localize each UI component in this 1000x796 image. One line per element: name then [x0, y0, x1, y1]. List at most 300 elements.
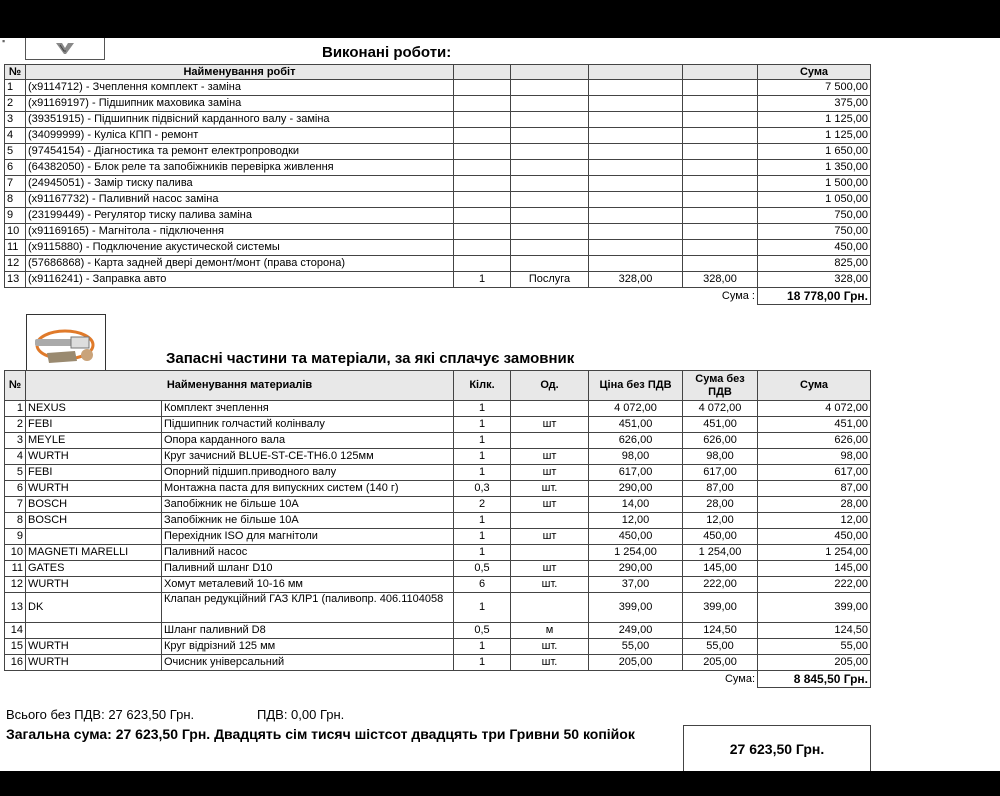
qty-cell: 1	[454, 639, 511, 655]
unit-cell	[511, 593, 589, 623]
work-code: (x91167732) -	[28, 193, 96, 205]
price-cell: 328,00	[589, 272, 683, 288]
col-qty: Кілк.	[454, 371, 511, 401]
qty-cell	[454, 112, 511, 128]
sum-cell: 450,00	[758, 240, 871, 256]
price-cell: 37,00	[589, 577, 683, 593]
work-name-cell	[26, 176, 454, 192]
table-row	[5, 401, 871, 417]
unit-cell	[511, 513, 589, 529]
material-name-cell: Запобіжник не більше 10А	[162, 513, 454, 529]
price-cell: 55,00	[589, 639, 683, 655]
table-row	[5, 240, 871, 256]
qty-cell	[454, 176, 511, 192]
brand-cell	[26, 623, 162, 639]
col-empty	[511, 65, 589, 80]
table-row	[5, 623, 871, 639]
parts-total-row	[5, 671, 871, 688]
amount-cell	[683, 96, 758, 112]
row-number: 6	[5, 481, 26, 497]
row-number: 4	[5, 449, 26, 465]
document-page	[0, 38, 1000, 771]
unit-cell	[511, 224, 589, 240]
parts-header-row	[5, 371, 871, 401]
sum-cell: 1 650,00	[758, 144, 871, 160]
row-number: 15	[5, 639, 26, 655]
sum-cell: 626,00	[758, 433, 871, 449]
price-cell	[589, 256, 683, 272]
amount-cell	[683, 144, 758, 160]
table-row	[5, 529, 871, 545]
unit-cell	[511, 192, 589, 208]
table-row	[5, 545, 871, 561]
parts-image	[26, 314, 106, 372]
unit-cell: шт	[511, 449, 589, 465]
amount-cell: 222,00	[683, 577, 758, 593]
table-row	[5, 433, 871, 449]
amount-cell	[683, 176, 758, 192]
unit-cell: Послуга	[511, 272, 589, 288]
works-total-value: 18 778,00 Грн.	[758, 288, 871, 305]
amount-cell: 626,00	[683, 433, 758, 449]
work-code: (24945051) -	[28, 177, 91, 189]
unit-cell	[511, 433, 589, 449]
col-sum: Сума	[758, 371, 871, 401]
table-row	[5, 176, 871, 192]
unit-cell	[511, 176, 589, 192]
row-number: 10	[5, 545, 26, 561]
table-row	[5, 224, 871, 240]
price-cell: 14,00	[589, 497, 683, 513]
table-row	[5, 144, 871, 160]
unit-cell: м	[511, 623, 589, 639]
work-name: Блок реле та запобіжників перевірка живлення	[94, 161, 334, 173]
work-name-cell	[26, 112, 454, 128]
price-cell: 450,00	[589, 529, 683, 545]
price-cell: 290,00	[589, 481, 683, 497]
sum-cell: 98,00	[758, 449, 871, 465]
unit-cell	[511, 208, 589, 224]
amount-cell	[683, 224, 758, 240]
works-total-label: Сума :	[721, 289, 755, 302]
material-name-cell: Шланг паливний D8	[162, 623, 454, 639]
qty-cell: 0,5	[454, 561, 511, 577]
amount-cell: 450,00	[683, 529, 758, 545]
table-row	[5, 256, 871, 272]
row-number: 10	[5, 224, 26, 240]
table-row	[5, 128, 871, 144]
table-row	[5, 160, 871, 176]
work-name-cell	[26, 192, 454, 208]
qty-cell	[454, 208, 511, 224]
qty-cell	[454, 128, 511, 144]
brand-cell	[26, 529, 162, 545]
work-code: (x91169165) -	[28, 225, 96, 237]
sum-cell: 1 350,00	[758, 160, 871, 176]
vat-amount: ПДВ: 0,00 Грн.	[257, 707, 345, 722]
amount-cell: 124,50	[683, 623, 758, 639]
work-code: (34099999) -	[28, 129, 91, 141]
parts-total-value: 8 845,50 Грн.	[758, 671, 871, 688]
brand-cell: MAGNETI MARELLI	[26, 545, 162, 561]
row-number: 3	[5, 433, 26, 449]
price-cell: 451,00	[589, 417, 683, 433]
price-cell: 1 254,00	[589, 545, 683, 561]
material-name-cell: Паливний насос	[162, 545, 454, 561]
work-code: (x9115880) -	[28, 241, 90, 253]
qty-cell	[454, 160, 511, 176]
table-row	[5, 513, 871, 529]
material-name-cell: Клапан редукційний ГАЗ КЛР1 (паливопр. 406.1104058	[162, 593, 454, 623]
unit-cell: шт.	[511, 655, 589, 671]
work-code: (39351915) -	[28, 113, 91, 125]
work-name: Зчеплення комплект - заміна	[92, 81, 241, 93]
qty-cell	[454, 256, 511, 272]
table-row	[5, 96, 871, 112]
row-number: 13	[5, 272, 26, 288]
qty-cell	[454, 240, 511, 256]
work-name: Підшипник підвісний карданного валу - заміна	[94, 113, 330, 125]
amount-cell: 28,00	[683, 497, 758, 513]
unit-cell	[511, 96, 589, 112]
material-name-cell: Опорний підшип.приводного валу	[162, 465, 454, 481]
unit-cell	[511, 160, 589, 176]
amount-cell	[683, 240, 758, 256]
row-number: 12	[5, 577, 26, 593]
unit-cell	[511, 80, 589, 96]
table-row	[5, 208, 871, 224]
row-number: 5	[5, 465, 26, 481]
material-name-cell: Комплект зчеплення	[162, 401, 454, 417]
price-cell: 98,00	[589, 449, 683, 465]
work-name: Діагностика та ремонт електропроводки	[94, 145, 300, 157]
sum-cell: 1 254,00	[758, 545, 871, 561]
price-cell: 205,00	[589, 655, 683, 671]
amount-cell	[683, 80, 758, 96]
row-number: 5	[5, 144, 26, 160]
table-row	[5, 465, 871, 481]
work-code: (64382050) -	[28, 161, 91, 173]
amount-cell: 1 254,00	[683, 545, 758, 561]
col-num: №	[5, 65, 26, 80]
sum-cell: 750,00	[758, 224, 871, 240]
price-cell: 12,00	[589, 513, 683, 529]
work-code: (x91169197) -	[28, 97, 96, 109]
work-name: Регулятор тиску палива заміна	[94, 209, 252, 221]
brand-cell: GATES	[26, 561, 162, 577]
amount-cell: 399,00	[683, 593, 758, 623]
row-number: 11	[5, 561, 26, 577]
sum-cell: 4 072,00	[758, 401, 871, 417]
row-number: 8	[5, 192, 26, 208]
price-cell	[589, 128, 683, 144]
amount-cell: 12,00	[683, 513, 758, 529]
price-cell	[589, 80, 683, 96]
amount-cell: 87,00	[683, 481, 758, 497]
price-cell	[589, 112, 683, 128]
total-without-vat: Всього без ПДВ: 27 623,50 Грн.	[6, 707, 195, 722]
qty-cell: 1	[454, 433, 511, 449]
work-name: Замір тиску палива	[94, 177, 193, 189]
work-code: (57686868) -	[28, 257, 91, 269]
row-number: 7	[5, 176, 26, 192]
qty-cell: 1	[454, 417, 511, 433]
unit-cell: шт.	[511, 481, 589, 497]
table-row	[5, 593, 871, 623]
sum-cell: 124,50	[758, 623, 871, 639]
price-cell: 249,00	[589, 623, 683, 639]
row-number: 4	[5, 128, 26, 144]
parts-total-label: Сума:	[724, 672, 756, 685]
col-material-name: Найменування материалів	[26, 371, 454, 401]
work-name-cell	[26, 128, 454, 144]
brand-cell: WURTH	[26, 577, 162, 593]
price-cell	[589, 192, 683, 208]
brand-cell: NEXUS	[26, 401, 162, 417]
sum-cell: 87,00	[758, 481, 871, 497]
sum-cell: 28,00	[758, 497, 871, 513]
brand-cell: WURTH	[26, 655, 162, 671]
qty-cell: 2	[454, 497, 511, 513]
col-price: Ціна без ПДВ	[589, 371, 683, 401]
unit-cell	[511, 256, 589, 272]
row-number: 6	[5, 160, 26, 176]
sum-cell: 55,00	[758, 639, 871, 655]
sum-cell: 328,00	[758, 272, 871, 288]
amount-cell: 98,00	[683, 449, 758, 465]
row-number: 1	[5, 80, 26, 96]
price-cell: 617,00	[589, 465, 683, 481]
unit-cell: шт	[511, 529, 589, 545]
price-cell: 290,00	[589, 561, 683, 577]
material-name-cell: Паливний шланг D10	[162, 561, 454, 577]
work-code: (23199449) -	[28, 209, 91, 221]
unit-cell	[511, 401, 589, 417]
price-cell	[589, 208, 683, 224]
col-unit: Од.	[511, 371, 589, 401]
amount-cell: 145,00	[683, 561, 758, 577]
price-cell	[589, 144, 683, 160]
qty-cell: 0,5	[454, 623, 511, 639]
amount-cell	[683, 192, 758, 208]
work-name: Магнітола - підключення	[98, 225, 224, 237]
work-name-cell	[26, 272, 454, 288]
sum-cell: 1 500,00	[758, 176, 871, 192]
amount-cell: 451,00	[683, 417, 758, 433]
row-number: 2	[5, 96, 26, 112]
unit-cell: шт.	[511, 639, 589, 655]
sum-cell: 450,00	[758, 529, 871, 545]
work-code: (97454154) -	[28, 145, 91, 157]
table-row	[5, 639, 871, 655]
sum-cell: 12,00	[758, 513, 871, 529]
material-name-cell: Підшипник голчастий колінвалу	[162, 417, 454, 433]
col-empty	[454, 65, 511, 80]
col-empty	[683, 65, 758, 80]
work-name-cell	[26, 240, 454, 256]
sum-cell: 205,00	[758, 655, 871, 671]
row-number: 13	[5, 593, 26, 623]
brand-cell: BOSCH	[26, 513, 162, 529]
qty-cell: 1	[454, 545, 511, 561]
sum-cell: 825,00	[758, 256, 871, 272]
brand-cell: FEBI	[26, 417, 162, 433]
work-name-cell	[26, 160, 454, 176]
qty-cell	[454, 80, 511, 96]
qty-cell: 0,3	[454, 481, 511, 497]
amount-cell: 55,00	[683, 639, 758, 655]
row-number: 8	[5, 513, 26, 529]
table-row	[5, 449, 871, 465]
amount-cell	[683, 256, 758, 272]
parts-title: Запасні частини та матеріали, за які сплачує замовник	[166, 350, 575, 367]
works-title: Виконані роботи:	[322, 44, 452, 61]
amount-cell	[683, 128, 758, 144]
material-name-cell: Опора карданного вала	[162, 433, 454, 449]
unit-cell: шт	[511, 465, 589, 481]
qty-cell	[454, 144, 511, 160]
sum-cell: 7 500,00	[758, 80, 871, 96]
row-number: 9	[5, 208, 26, 224]
sum-cell: 1 050,00	[758, 192, 871, 208]
sum-cell: 617,00	[758, 465, 871, 481]
company-logo	[25, 38, 105, 60]
works-total-row	[5, 288, 871, 305]
brand-cell: BOSCH	[26, 497, 162, 513]
table-row	[5, 481, 871, 497]
logo-icon	[54, 40, 76, 56]
price-cell	[589, 96, 683, 112]
unit-cell	[511, 545, 589, 561]
qty-cell	[454, 224, 511, 240]
sum-cell: 222,00	[758, 577, 871, 593]
brand-cell: WURTH	[26, 481, 162, 497]
work-name: Подключение акустической системы	[92, 241, 280, 253]
price-cell: 626,00	[589, 433, 683, 449]
sum-cell: 375,00	[758, 96, 871, 112]
work-name: Паливний насос заміна	[98, 193, 219, 205]
sum-cell: 1 125,00	[758, 112, 871, 128]
brand-cell: WURTH	[26, 449, 162, 465]
qty-cell: 6	[454, 577, 511, 593]
unit-cell	[511, 112, 589, 128]
work-name: Куліса КПП - ремонт	[94, 129, 199, 141]
price-cell	[589, 176, 683, 192]
grand-total-words: Загальна сума: 27 623,50 Грн. Двадцять сім тисяч шістсот двадцять три Гривни 50 копійок	[6, 726, 635, 742]
material-name-cell: Хомут металевий 10-16 мм	[162, 577, 454, 593]
qty-cell	[454, 192, 511, 208]
price-cell	[589, 224, 683, 240]
sum-cell: 145,00	[758, 561, 871, 577]
work-name-cell	[26, 256, 454, 272]
qty-cell	[454, 96, 511, 112]
spark-plug-brake-pad-icon	[27, 315, 105, 371]
works-header-row	[5, 65, 871, 80]
brand-cell: DK	[26, 593, 162, 623]
row-number: 11	[5, 240, 26, 256]
work-name-cell	[26, 224, 454, 240]
material-name-cell: Запобіжник не більше 10А	[162, 497, 454, 513]
row-number: 14	[5, 623, 26, 639]
corner-mark-icon: ▪	[2, 38, 6, 46]
unit-cell	[511, 144, 589, 160]
work-name: Заправка авто	[92, 273, 167, 285]
amount-cell: 4 072,00	[683, 401, 758, 417]
sum-cell: 750,00	[758, 208, 871, 224]
amount-cell	[683, 160, 758, 176]
unit-cell: шт.	[511, 577, 589, 593]
work-code: (x9114712) -	[28, 81, 90, 93]
qty-cell: 1	[454, 465, 511, 481]
sum-cell: 451,00	[758, 417, 871, 433]
parts-table	[4, 370, 871, 688]
amount-cell	[683, 112, 758, 128]
material-name-cell: Очисник універсальний	[162, 655, 454, 671]
amount-cell: 205,00	[683, 655, 758, 671]
table-row	[5, 417, 871, 433]
qty-cell: 1	[454, 272, 511, 288]
qty-cell: 1	[454, 529, 511, 545]
material-name-cell: Монтажна паста для випускних систем (140 г)	[162, 481, 454, 497]
col-empty	[589, 65, 683, 80]
table-row	[5, 192, 871, 208]
work-name-cell	[26, 144, 454, 160]
unit-cell: шт	[511, 497, 589, 513]
qty-cell: 1	[454, 449, 511, 465]
work-name: Карта задней двері демонт/монт (права сторона)	[94, 257, 346, 269]
brand-cell: MEYLE	[26, 433, 162, 449]
sum-cell: 1 125,00	[758, 128, 871, 144]
qty-cell: 1	[454, 593, 511, 623]
price-cell: 399,00	[589, 593, 683, 623]
row-number: 1	[5, 401, 26, 417]
table-row	[5, 272, 871, 288]
row-number: 2	[5, 417, 26, 433]
col-num: №	[5, 371, 26, 401]
table-row	[5, 112, 871, 128]
col-work-name: Найменування робіт	[26, 65, 454, 80]
col-sum: Сума	[758, 65, 871, 80]
price-cell	[589, 240, 683, 256]
amount-cell: 328,00	[683, 272, 758, 288]
grand-total-box: 27 623,50 Грн.	[683, 725, 871, 771]
table-row	[5, 561, 871, 577]
table-row	[5, 655, 871, 671]
col-amount: Сума без ПДВ	[683, 371, 758, 401]
brand-cell: WURTH	[26, 639, 162, 655]
table-row	[5, 497, 871, 513]
table-row	[5, 577, 871, 593]
work-code: (x9116241) -	[28, 273, 90, 285]
work-name-cell	[26, 80, 454, 96]
amount-cell	[683, 208, 758, 224]
amount-cell: 617,00	[683, 465, 758, 481]
work-name-cell	[26, 96, 454, 112]
material-name-cell: Круг відрізний 125 мм	[162, 639, 454, 655]
unit-cell: шт	[511, 417, 589, 433]
unit-cell	[511, 128, 589, 144]
unit-cell: шт	[511, 561, 589, 577]
row-number: 16	[5, 655, 26, 671]
price-cell: 4 072,00	[589, 401, 683, 417]
qty-cell: 1	[454, 513, 511, 529]
sum-cell: 399,00	[758, 593, 871, 623]
work-name: Підшипник маховика заміна	[98, 97, 242, 109]
brand-cell: FEBI	[26, 465, 162, 481]
price-cell	[589, 160, 683, 176]
qty-cell: 1	[454, 401, 511, 417]
row-number: 9	[5, 529, 26, 545]
